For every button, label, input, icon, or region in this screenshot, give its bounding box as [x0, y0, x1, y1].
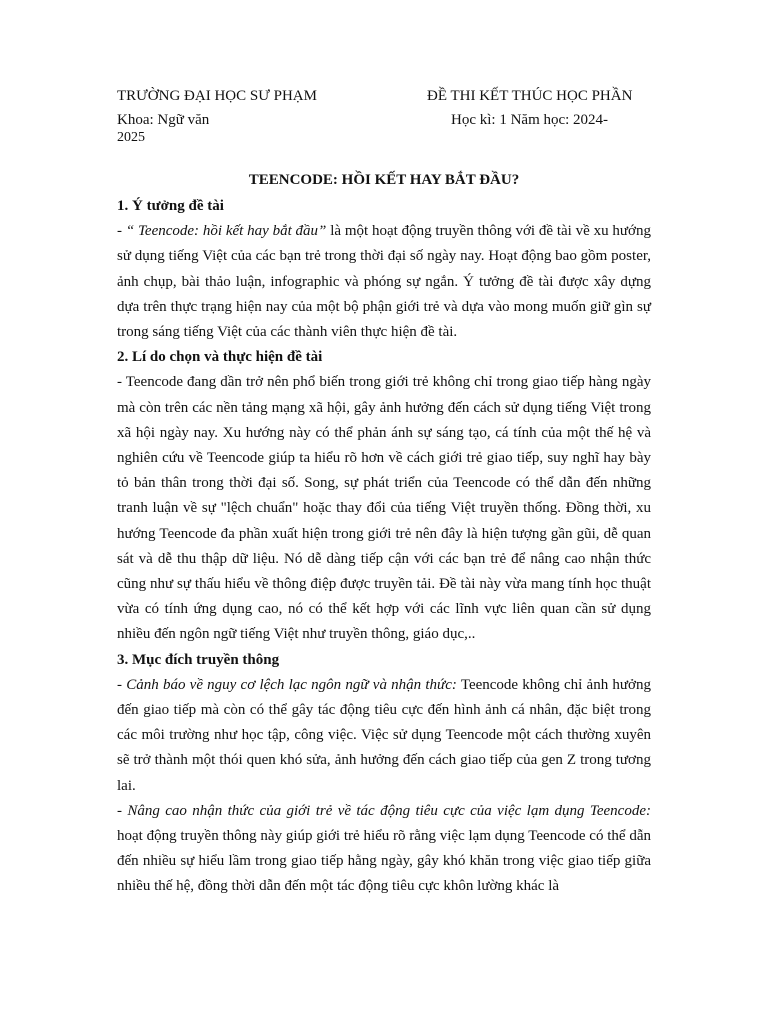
- section-1-text: là một hoạt động truyền thông với đề tài về xu hướng sử dụng tiếng Việt của các bạn trẻ trong thời đại số ngày nay. Hoạt động bao gồm poster, ảnh chụp, bài thảo luận, infographic và phóng sự ngắn. Ý tưởng đề tài được xây dựng dựa trên thực trạng hiện nay của một bộ phận giới trẻ và dựa vào mong muốn giữ gìn sự trong sáng tiếng Việt của các thành viên thực hiện đề tài.: [117, 223, 651, 341]
- dash-prefix: -: [117, 676, 127, 693]
- exam-title: ĐỀ THI KẾT THÚC HỌC PHẦN: [427, 88, 633, 104]
- purpose-2-text: hoạt động truyền thông này giúp giới trẻ hiểu rõ rằng việc lạm dụng Teencode có thể dẫn đến nhiều sự hiểu lầm trong giao tiếp hằng ngày, gây khó khăn trong việc giao tiếp giữa nhiều thế hệ, đồng thời dẫn đến một tác động tiêu cực khôn lường khác là: [117, 828, 651, 895]
- section-2-paragraph: - Teencode đang dần trở nên phổ biến trong giới trẻ không chỉ trong giao tiếp hàng ngày mà còn trên các nền tảng mạng xã hội, gây ảnh hưởng đến cách sử dụng tiếng Việt trong xã hội ngày nay. Xu hướng này có thể phản ánh sự sáng tạo, cá tính của một thế hệ và nghiên cứu về Teencode giúp ta hiểu rõ hơn về cách giới trẻ giao tiếp, suy nghĩ hay bày tỏ bản thân trong thời đại số. Song, sự phát triển của Teencode có thể dẫn đến những tranh luận về sự "lệch chuẩn" hoặc thay đổi của tiếng Việt truyền thống. Đồng thời, xu hướng Teencode đa phần xuất hiện trong giới trẻ nên đây là hiện tượng gần gũi, dễ quan sát và dễ thu thập dữ liệu. Nó dễ dàng tiếp cận với các bạn trẻ để nâng cao nhận thức cũng như sự thấu hiểu về thông điệp được truyền tải. Đề tài này vừa mang tính học thuật vừa có tính ứng dụng cao, nó có thể kết hợp với các lĩnh vực liên quan cần sử dụng nhiều đến ngôn ngữ tiếng Việt như truyền thông, giáo dục,..: [117, 374, 651, 643]
- school-name: TRƯỜNG ĐẠI HỌC SƯ PHẠM: [117, 88, 317, 104]
- document-body: [117, 194, 651, 900]
- faculty-label: Khoa: Ngữ văn: [117, 112, 210, 128]
- dash-prefix: -: [117, 223, 126, 240]
- section-3-paragraph-2: [117, 799, 651, 900]
- section-1-heading: 1. Ý tưởng đề tài: [117, 198, 224, 214]
- semester-label: Học kì: 1 Năm học: 2024-: [451, 112, 609, 128]
- section-3-paragraph-1: [117, 673, 651, 799]
- purpose-1-text: Teencode không chỉ ảnh hưởng đến giao tiếp mà còn có thể gây tác động tiêu cực đến hình ảnh cá nhân, đặc biệt trong các môi trường như học tập, công việc. Việc sử dụng Teencode một cách thường xuyên sẽ trở thành một thói quen khó sửa, ảnh hưởng đến cách giao tiếp của gen Z trong tương lai.: [117, 676, 651, 794]
- section-2-heading: 2. Lí do chọn và thực hiện đề tài: [117, 349, 323, 366]
- purpose-2-italic: - Nâng cao nhận thức của giới trẻ về tác động tiêu cực của việc lạm dụng Teencode:: [117, 802, 651, 819]
- section-1-paragraph: [117, 219, 651, 345]
- purpose-1-italic: Cảnh báo về nguy cơ lệch lạc ngôn ngữ và nhận thức:: [126, 676, 457, 693]
- campaign-name-italic: “ Teencode: hồi kết hay bắt đầu”: [125, 223, 327, 240]
- document-title: TEENCODE: HỒI KẾT HAY BẮT ĐẦU?: [248, 172, 520, 188]
- school-year-wrap: 2025: [117, 130, 145, 145]
- section-3-heading: 3. Mục đích truyền thông: [117, 651, 280, 668]
